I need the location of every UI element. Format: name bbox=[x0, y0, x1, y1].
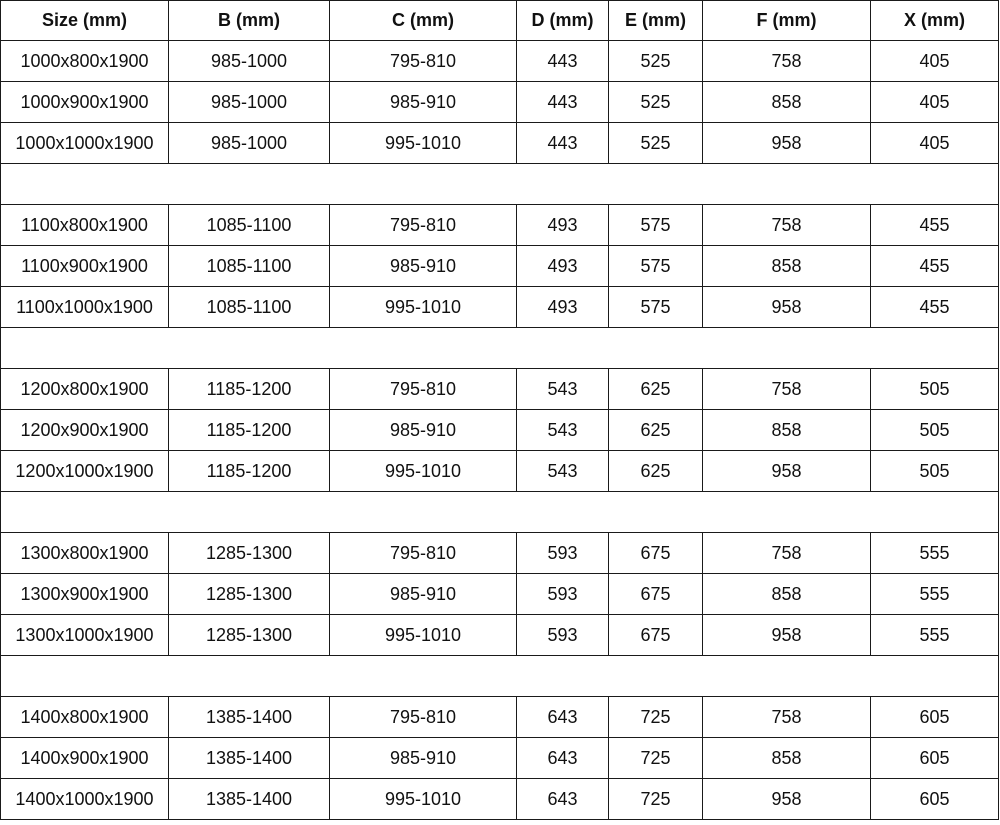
table-row bbox=[1, 123, 999, 164]
cell-f: 758 bbox=[703, 41, 871, 82]
spacer-cell bbox=[1, 492, 999, 533]
cell-x: 555 bbox=[871, 533, 999, 574]
cell-size: 1300x900x1900 bbox=[1, 574, 169, 615]
cell-x: 405 bbox=[871, 41, 999, 82]
cell-d: 643 bbox=[517, 697, 609, 738]
cell-c: 985-910 bbox=[330, 574, 517, 615]
header-e: E (mm) bbox=[609, 1, 703, 41]
header-x: X (mm) bbox=[871, 1, 999, 41]
cell-b: 1385-1400 bbox=[169, 779, 330, 820]
cell-x: 605 bbox=[871, 738, 999, 779]
table-body bbox=[1, 41, 999, 820]
cell-x: 455 bbox=[871, 205, 999, 246]
cell-e: 575 bbox=[609, 205, 703, 246]
table-row bbox=[1, 697, 999, 738]
cell-f: 758 bbox=[703, 205, 871, 246]
table-row bbox=[1, 615, 999, 656]
cell-e: 625 bbox=[609, 369, 703, 410]
cell-size: 1300x1000x1900 bbox=[1, 615, 169, 656]
cell-e: 675 bbox=[609, 574, 703, 615]
cell-x: 555 bbox=[871, 615, 999, 656]
table-row bbox=[1, 41, 999, 82]
cell-c: 995-1010 bbox=[330, 779, 517, 820]
cell-e: 575 bbox=[609, 287, 703, 328]
cell-d: 593 bbox=[517, 615, 609, 656]
cell-b: 1285-1300 bbox=[169, 533, 330, 574]
table-row bbox=[1, 246, 999, 287]
cell-size: 1100x1000x1900 bbox=[1, 287, 169, 328]
cell-b: 1285-1300 bbox=[169, 615, 330, 656]
cell-e: 725 bbox=[609, 738, 703, 779]
cell-size: 1200x800x1900 bbox=[1, 369, 169, 410]
cell-x: 405 bbox=[871, 123, 999, 164]
table-row bbox=[1, 205, 999, 246]
cell-c: 795-810 bbox=[330, 41, 517, 82]
cell-size: 1400x900x1900 bbox=[1, 738, 169, 779]
cell-d: 543 bbox=[517, 451, 609, 492]
table-row bbox=[1, 82, 999, 123]
cell-b: 1085-1100 bbox=[169, 287, 330, 328]
cell-b: 1085-1100 bbox=[169, 246, 330, 287]
cell-f: 858 bbox=[703, 574, 871, 615]
header-f: F (mm) bbox=[703, 1, 871, 41]
table-row bbox=[1, 738, 999, 779]
cell-b: 1185-1200 bbox=[169, 369, 330, 410]
cell-d: 493 bbox=[517, 287, 609, 328]
cell-c: 995-1010 bbox=[330, 123, 517, 164]
cell-f: 758 bbox=[703, 697, 871, 738]
cell-d: 443 bbox=[517, 41, 609, 82]
cell-f: 958 bbox=[703, 123, 871, 164]
cell-size: 1300x800x1900 bbox=[1, 533, 169, 574]
cell-size: 1000x900x1900 bbox=[1, 82, 169, 123]
table-row bbox=[1, 410, 999, 451]
cell-x: 505 bbox=[871, 451, 999, 492]
cell-d: 493 bbox=[517, 205, 609, 246]
header-b: B (mm) bbox=[169, 1, 330, 41]
cell-f: 858 bbox=[703, 410, 871, 451]
cell-e: 525 bbox=[609, 41, 703, 82]
cell-d: 643 bbox=[517, 738, 609, 779]
cell-size: 1100x900x1900 bbox=[1, 246, 169, 287]
cell-size: 1200x900x1900 bbox=[1, 410, 169, 451]
cell-b: 1085-1100 bbox=[169, 205, 330, 246]
cell-d: 593 bbox=[517, 574, 609, 615]
cell-c: 795-810 bbox=[330, 533, 517, 574]
cell-x: 405 bbox=[871, 82, 999, 123]
cell-size: 1000x800x1900 bbox=[1, 41, 169, 82]
cell-x: 605 bbox=[871, 779, 999, 820]
header-row bbox=[1, 1, 999, 41]
spacer-cell bbox=[1, 164, 999, 205]
spacer-row bbox=[1, 492, 999, 533]
cell-e: 575 bbox=[609, 246, 703, 287]
spacer-cell bbox=[1, 328, 999, 369]
cell-size: 1400x800x1900 bbox=[1, 697, 169, 738]
cell-e: 675 bbox=[609, 533, 703, 574]
cell-b: 1385-1400 bbox=[169, 738, 330, 779]
cell-f: 958 bbox=[703, 287, 871, 328]
cell-f: 958 bbox=[703, 451, 871, 492]
cell-x: 505 bbox=[871, 369, 999, 410]
cell-c: 985-910 bbox=[330, 738, 517, 779]
cell-size: 1400x1000x1900 bbox=[1, 779, 169, 820]
cell-b: 1185-1200 bbox=[169, 410, 330, 451]
cell-x: 455 bbox=[871, 246, 999, 287]
cell-x: 455 bbox=[871, 287, 999, 328]
cell-f: 858 bbox=[703, 82, 871, 123]
table-row bbox=[1, 287, 999, 328]
cell-x: 505 bbox=[871, 410, 999, 451]
cell-d: 443 bbox=[517, 82, 609, 123]
header-size: Size (mm) bbox=[1, 1, 169, 41]
cell-c: 995-1010 bbox=[330, 287, 517, 328]
cell-x: 605 bbox=[871, 697, 999, 738]
cell-e: 675 bbox=[609, 615, 703, 656]
cell-size: 1000x1000x1900 bbox=[1, 123, 169, 164]
cell-d: 543 bbox=[517, 410, 609, 451]
cell-c: 795-810 bbox=[330, 205, 517, 246]
spacer-row bbox=[1, 328, 999, 369]
spacer-row bbox=[1, 164, 999, 205]
cell-f: 958 bbox=[703, 615, 871, 656]
cell-e: 525 bbox=[609, 82, 703, 123]
header-d: D (mm) bbox=[517, 1, 609, 41]
cell-b: 1185-1200 bbox=[169, 451, 330, 492]
cell-f: 758 bbox=[703, 533, 871, 574]
cell-b: 985-1000 bbox=[169, 123, 330, 164]
cell-c: 995-1010 bbox=[330, 451, 517, 492]
cell-d: 643 bbox=[517, 779, 609, 820]
cell-c: 985-910 bbox=[330, 410, 517, 451]
cell-d: 443 bbox=[517, 123, 609, 164]
cell-f: 758 bbox=[703, 369, 871, 410]
cell-c: 985-910 bbox=[330, 246, 517, 287]
header-c: C (mm) bbox=[330, 1, 517, 41]
table-row bbox=[1, 779, 999, 820]
cell-c: 795-810 bbox=[330, 697, 517, 738]
table-row bbox=[1, 574, 999, 615]
cell-d: 493 bbox=[517, 246, 609, 287]
cell-e: 525 bbox=[609, 123, 703, 164]
cell-size: 1100x800x1900 bbox=[1, 205, 169, 246]
cell-x: 555 bbox=[871, 574, 999, 615]
cell-f: 958 bbox=[703, 779, 871, 820]
cell-c: 795-810 bbox=[330, 369, 517, 410]
cell-c: 985-910 bbox=[330, 82, 517, 123]
table-row bbox=[1, 451, 999, 492]
cell-b: 1385-1400 bbox=[169, 697, 330, 738]
cell-d: 593 bbox=[517, 533, 609, 574]
cell-e: 625 bbox=[609, 451, 703, 492]
table-row bbox=[1, 369, 999, 410]
cell-size: 1200x1000x1900 bbox=[1, 451, 169, 492]
spacer-cell bbox=[1, 656, 999, 697]
cell-c: 995-1010 bbox=[330, 615, 517, 656]
table-row bbox=[1, 533, 999, 574]
cell-e: 625 bbox=[609, 410, 703, 451]
cell-f: 858 bbox=[703, 738, 871, 779]
cell-b: 985-1000 bbox=[169, 41, 330, 82]
cell-d: 543 bbox=[517, 369, 609, 410]
cell-e: 725 bbox=[609, 779, 703, 820]
cell-b: 1285-1300 bbox=[169, 574, 330, 615]
cell-f: 858 bbox=[703, 246, 871, 287]
spacer-row bbox=[1, 656, 999, 697]
cell-e: 725 bbox=[609, 697, 703, 738]
cell-b: 985-1000 bbox=[169, 82, 330, 123]
